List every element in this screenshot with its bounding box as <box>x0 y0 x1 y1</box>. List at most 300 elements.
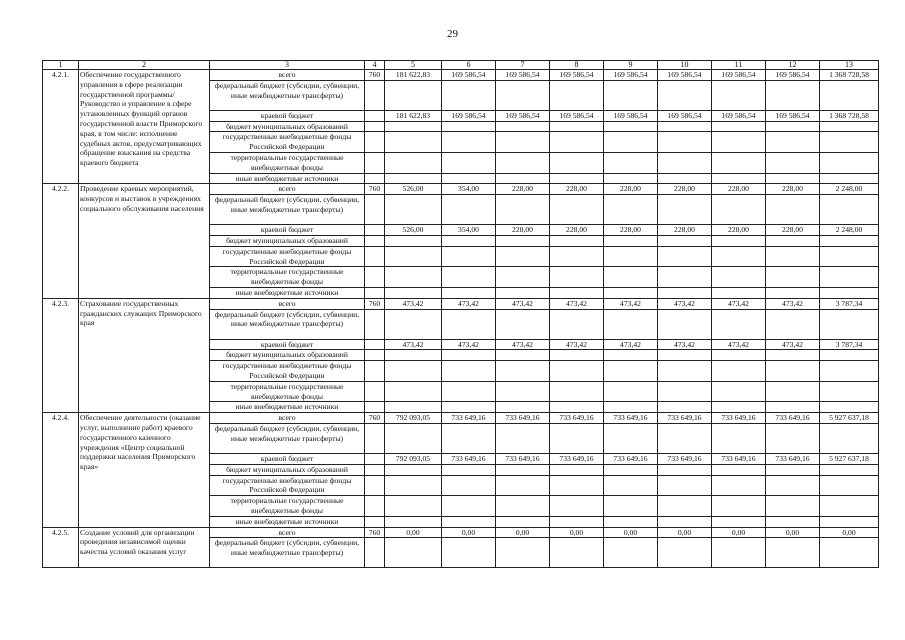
amount-cell: 473,42 <box>496 298 550 309</box>
amount-cell <box>385 350 442 361</box>
amount-cell: 0,00 <box>385 527 442 538</box>
item-name: Создание условий для организации проведения независимой оценки качества условий оказания услуг <box>79 527 210 568</box>
amount-cell <box>385 361 442 382</box>
amount-cell: 2 248,00 <box>820 184 879 195</box>
amount-cell <box>658 464 712 475</box>
amount-cell <box>496 475 550 496</box>
amount-cell <box>658 267 712 288</box>
amount-cell <box>442 246 496 267</box>
gr-code <box>365 464 385 475</box>
amount-cell: 733 649,16 <box>766 453 820 464</box>
amount-cell <box>712 235 766 246</box>
funding-source: всего <box>210 298 365 309</box>
item-code: 4.2.1. <box>43 70 79 184</box>
gr-code <box>365 309 385 339</box>
amount-cell: 733 649,16 <box>442 413 496 424</box>
amount-cell <box>658 309 712 339</box>
gr-code <box>365 516 385 527</box>
amount-cell <box>442 267 496 288</box>
amount-cell <box>820 173 879 184</box>
amount-cell: 169 586,54 <box>658 110 712 121</box>
amount-cell <box>658 423 712 453</box>
amount-cell <box>550 350 604 361</box>
amount-cell <box>712 80 766 110</box>
amount-cell: 473,42 <box>385 339 442 350</box>
amount-cell <box>550 287 604 298</box>
amount-cell <box>604 121 658 132</box>
amount-cell <box>604 132 658 153</box>
amount-cell <box>385 195 442 225</box>
amount-cell <box>820 464 879 475</box>
amount-cell <box>550 80 604 110</box>
amount-cell <box>766 246 820 267</box>
amount-cell <box>712 132 766 153</box>
amount-cell <box>604 516 658 527</box>
amount-cell: 733 649,16 <box>496 413 550 424</box>
funding-source: территориальные государственные внебюджетные фонды <box>210 496 365 517</box>
amount-cell <box>496 80 550 110</box>
amount-cell <box>658 246 712 267</box>
amount-cell: 169 586,54 <box>604 70 658 81</box>
amount-cell <box>550 267 604 288</box>
amount-cell <box>442 121 496 132</box>
amount-cell <box>496 496 550 517</box>
funding-source: бюджет муниципальных образований <box>210 235 365 246</box>
amount-cell: 0,00 <box>658 527 712 538</box>
table-row <box>43 298 879 309</box>
amount-cell <box>385 402 442 413</box>
amount-cell: 181 622,83 <box>385 70 442 81</box>
amount-cell <box>442 80 496 110</box>
amount-cell: 169 586,54 <box>712 110 766 121</box>
amount-cell: 473,42 <box>550 298 604 309</box>
gr-code <box>365 173 385 184</box>
amount-cell: 733 649,16 <box>604 453 658 464</box>
amount-cell: 169 586,54 <box>442 110 496 121</box>
funding-source: иные внебюджетные источники <box>210 173 365 184</box>
amount-cell <box>712 423 766 453</box>
amount-cell <box>385 246 442 267</box>
amount-cell <box>766 361 820 382</box>
amount-cell <box>766 235 820 246</box>
amount-cell <box>712 496 766 517</box>
gr-code <box>365 80 385 110</box>
funding-source: государственные внебюджетные фонды Российской Федерации <box>210 475 365 496</box>
amount-cell <box>385 287 442 298</box>
amount-cell <box>550 361 604 382</box>
gr-code <box>365 423 385 453</box>
funding-source: иные внебюджетные источники <box>210 287 365 298</box>
amount-cell <box>385 475 442 496</box>
amount-cell <box>385 173 442 184</box>
amount-cell <box>442 350 496 361</box>
funding-source: всего <box>210 527 365 538</box>
amount-cell <box>385 152 442 173</box>
amount-cell: 733 649,16 <box>550 413 604 424</box>
amount-cell: 733 649,16 <box>658 453 712 464</box>
amount-cell <box>550 132 604 153</box>
amount-cell <box>385 516 442 527</box>
amount-cell: 169 586,54 <box>766 70 820 81</box>
amount-cell <box>658 475 712 496</box>
amount-cell <box>385 121 442 132</box>
gr-code <box>365 475 385 496</box>
amount-cell <box>766 423 820 453</box>
amount-cell <box>766 538 820 568</box>
amount-cell: 473,42 <box>712 339 766 350</box>
amount-cell <box>712 402 766 413</box>
amount-cell <box>820 132 879 153</box>
amount-cell: 733 649,16 <box>658 413 712 424</box>
amount-cell <box>820 516 879 527</box>
amount-cell <box>712 195 766 225</box>
amount-cell <box>820 381 879 402</box>
amount-cell <box>550 121 604 132</box>
funding-source: краевой бюджет <box>210 339 365 350</box>
amount-cell <box>496 464 550 475</box>
amount-cell <box>820 80 879 110</box>
amount-cell <box>496 402 550 413</box>
funding-source: федеральный бюджет (субсидии, субвенции, иные межбюджетные трансферты) <box>210 538 365 568</box>
amount-cell <box>658 516 712 527</box>
funding-source: территориальные государственные внебюджетные фонды <box>210 267 365 288</box>
amount-cell <box>712 516 766 527</box>
amount-cell: 181 622,83 <box>385 110 442 121</box>
amount-cell: 354,00 <box>442 225 496 236</box>
amount-cell <box>604 538 658 568</box>
amount-cell: 0,00 <box>766 527 820 538</box>
amount-cell: 169 586,54 <box>496 110 550 121</box>
item-name: Обеспечение деятельности (оказание услуг, выполнение работ) краевого государственного казенного учреждения «Центр социальной поддержки населения Приморского края» <box>79 413 210 527</box>
amount-cell <box>496 246 550 267</box>
amount-cell <box>712 152 766 173</box>
amount-cell <box>550 381 604 402</box>
amount-cell <box>712 173 766 184</box>
amount-cell: 228,00 <box>766 225 820 236</box>
funding-source: всего <box>210 184 365 195</box>
amount-cell: 169 586,54 <box>550 110 604 121</box>
amount-cell <box>442 195 496 225</box>
amount-cell: 228,00 <box>550 225 604 236</box>
amount-cell: 2 248,00 <box>820 225 879 236</box>
amount-cell <box>385 235 442 246</box>
gr-code: 760 <box>365 527 385 538</box>
amount-cell: 0,00 <box>604 527 658 538</box>
amount-cell: 733 649,16 <box>604 413 658 424</box>
amount-cell <box>442 287 496 298</box>
amount-cell: 0,00 <box>550 527 604 538</box>
amount-cell <box>658 538 712 568</box>
amount-cell <box>496 538 550 568</box>
column-number: 6 <box>442 61 496 70</box>
amount-cell: 169 586,54 <box>550 70 604 81</box>
amount-cell <box>442 132 496 153</box>
amount-cell: 473,42 <box>442 339 496 350</box>
gr-code <box>365 195 385 225</box>
amount-cell <box>385 464 442 475</box>
amount-cell: 526,00 <box>385 184 442 195</box>
amount-cell <box>766 516 820 527</box>
amount-cell <box>496 195 550 225</box>
amount-cell <box>820 361 879 382</box>
amount-cell <box>604 309 658 339</box>
amount-cell <box>766 267 820 288</box>
amount-cell <box>550 246 604 267</box>
amount-cell <box>550 496 604 517</box>
amount-cell <box>766 195 820 225</box>
funding-source: государственные внебюджетные фонды Российской Федерации <box>210 246 365 267</box>
amount-cell: 473,42 <box>766 298 820 309</box>
amount-cell <box>604 464 658 475</box>
item-name: Обеспечение государственного управления в сфере реализации государственной программы/ Руководство и управление в сфере установленных функций органов государственной власти Приморского края, в том числе: исполнение судебных актов, предусматривающих обращение взыскания на средства краевого бюджета <box>79 70 210 184</box>
item-code: 4.2.3. <box>43 298 79 412</box>
amount-cell <box>550 152 604 173</box>
column-number: 3 <box>210 61 365 70</box>
amount-cell <box>658 402 712 413</box>
amount-cell <box>766 173 820 184</box>
amount-cell: 473,42 <box>658 298 712 309</box>
amount-cell <box>820 475 879 496</box>
amount-cell <box>385 132 442 153</box>
column-number: 11 <box>712 61 766 70</box>
table-row <box>43 413 879 424</box>
gr-code <box>365 225 385 236</box>
amount-cell <box>442 516 496 527</box>
amount-cell: 473,42 <box>712 298 766 309</box>
funding-source: федеральный бюджет (субсидии, субвенции, иные межбюджетные трансферты) <box>210 309 365 339</box>
amount-cell <box>496 173 550 184</box>
amount-cell <box>820 402 879 413</box>
amount-cell <box>658 381 712 402</box>
amount-cell: 733 649,16 <box>496 453 550 464</box>
amount-cell <box>820 246 879 267</box>
amount-cell <box>442 402 496 413</box>
amount-cell <box>385 80 442 110</box>
amount-cell: 228,00 <box>712 225 766 236</box>
amount-cell <box>442 464 496 475</box>
amount-cell <box>658 195 712 225</box>
gr-code: 760 <box>365 70 385 81</box>
amount-cell <box>712 361 766 382</box>
amount-cell <box>496 287 550 298</box>
amount-cell <box>442 496 496 517</box>
amount-cell: 733 649,16 <box>442 453 496 464</box>
column-number: 10 <box>658 61 712 70</box>
column-number: 4 <box>365 61 385 70</box>
amount-cell <box>550 538 604 568</box>
gr-code <box>365 361 385 382</box>
amount-cell: 169 586,54 <box>766 110 820 121</box>
table-row <box>43 70 879 81</box>
amount-cell <box>820 235 879 246</box>
funding-source: всего <box>210 413 365 424</box>
amount-cell: 169 586,54 <box>604 110 658 121</box>
item-name: Проведение краевых мероприятий, конкурсов и выставок в учреждениях социального обслуживания населения <box>79 184 210 298</box>
funding-source: государственные внебюджетные фонды Российской Федерации <box>210 132 365 153</box>
amount-cell <box>385 538 442 568</box>
amount-cell <box>550 309 604 339</box>
column-number: 12 <box>766 61 820 70</box>
funding-source: иные внебюджетные источники <box>210 402 365 413</box>
amount-cell <box>712 121 766 132</box>
amount-cell: 5 927 637,18 <box>820 453 879 464</box>
amount-cell: 733 649,16 <box>550 453 604 464</box>
amount-cell <box>496 361 550 382</box>
amount-cell <box>820 121 879 132</box>
column-number: 8 <box>550 61 604 70</box>
amount-cell <box>604 173 658 184</box>
amount-cell: 473,42 <box>604 298 658 309</box>
amount-cell <box>712 287 766 298</box>
funding-source: бюджет муниципальных образований <box>210 464 365 475</box>
funding-source: федеральный бюджет (субсидии, субвенции, иные межбюджетные трансферты) <box>210 195 365 225</box>
amount-cell: 733 649,16 <box>766 413 820 424</box>
item-name: Страхование государственных гражданских служащих Приморского края <box>79 298 210 412</box>
amount-cell: 228,00 <box>496 225 550 236</box>
gr-code <box>365 246 385 267</box>
amount-cell: 792 093,05 <box>385 413 442 424</box>
amount-cell <box>712 350 766 361</box>
gr-code <box>365 121 385 132</box>
gr-code <box>365 152 385 173</box>
amount-cell <box>604 381 658 402</box>
amount-cell: 473,42 <box>604 339 658 350</box>
amount-cell <box>604 152 658 173</box>
amount-cell <box>658 80 712 110</box>
gr-code <box>365 381 385 402</box>
gr-code: 760 <box>365 413 385 424</box>
amount-cell <box>604 287 658 298</box>
amount-cell <box>496 309 550 339</box>
amount-cell: 0,00 <box>820 527 879 538</box>
amount-cell <box>766 287 820 298</box>
funding-source: краевой бюджет <box>210 225 365 236</box>
amount-cell <box>604 350 658 361</box>
amount-cell <box>766 121 820 132</box>
table-row <box>43 184 879 195</box>
amount-cell <box>766 402 820 413</box>
amount-cell <box>496 381 550 402</box>
funding-source: иные внебюджетные источники <box>210 516 365 527</box>
amount-cell <box>604 402 658 413</box>
gr-code <box>365 287 385 298</box>
amount-cell <box>442 235 496 246</box>
amount-cell: 733 649,16 <box>712 413 766 424</box>
gr-code <box>365 267 385 288</box>
amount-cell <box>442 538 496 568</box>
funding-source: федеральный бюджет (субсидии, субвенции, иные межбюджетные трансферты) <box>210 80 365 110</box>
amount-cell: 228,00 <box>766 184 820 195</box>
amount-cell: 169 586,54 <box>712 70 766 81</box>
amount-cell <box>550 195 604 225</box>
gr-code <box>365 453 385 464</box>
amount-cell <box>442 173 496 184</box>
amount-cell <box>496 423 550 453</box>
amount-cell: 526,00 <box>385 225 442 236</box>
column-number: 2 <box>79 61 210 70</box>
amount-cell <box>820 309 879 339</box>
amount-cell <box>766 309 820 339</box>
amount-cell: 0,00 <box>442 527 496 538</box>
gr-code <box>365 496 385 517</box>
column-number-row <box>43 61 879 70</box>
item-code: 4.2.4. <box>43 413 79 527</box>
amount-cell <box>496 121 550 132</box>
amount-cell <box>550 402 604 413</box>
amount-cell <box>442 309 496 339</box>
amount-cell: 169 586,54 <box>442 70 496 81</box>
amount-cell <box>658 173 712 184</box>
amount-cell <box>820 267 879 288</box>
funding-source: краевой бюджет <box>210 110 365 121</box>
amount-cell <box>766 464 820 475</box>
amount-cell <box>604 235 658 246</box>
amount-cell <box>604 195 658 225</box>
funding-source: федеральный бюджет (субсидии, субвенции, иные межбюджетные трансферты) <box>210 423 365 453</box>
column-number: 7 <box>496 61 550 70</box>
amount-cell <box>442 423 496 453</box>
amount-cell <box>820 538 879 568</box>
amount-cell <box>658 132 712 153</box>
amount-cell <box>496 235 550 246</box>
amount-cell <box>385 496 442 517</box>
column-number: 9 <box>604 61 658 70</box>
amount-cell <box>712 267 766 288</box>
amount-cell <box>658 235 712 246</box>
amount-cell <box>658 496 712 517</box>
column-number: 13 <box>820 61 879 70</box>
amount-cell <box>658 361 712 382</box>
amount-cell <box>550 235 604 246</box>
amount-cell <box>385 309 442 339</box>
amount-cell <box>712 309 766 339</box>
amount-cell <box>604 267 658 288</box>
column-number: 5 <box>385 61 442 70</box>
funding-source: бюджет муниципальных образований <box>210 350 365 361</box>
amount-cell: 473,42 <box>658 339 712 350</box>
amount-cell <box>496 267 550 288</box>
amount-cell: 473,42 <box>550 339 604 350</box>
amount-cell <box>604 496 658 517</box>
amount-cell <box>604 361 658 382</box>
amount-cell <box>442 381 496 402</box>
amount-cell: 228,00 <box>550 184 604 195</box>
amount-cell: 473,42 <box>385 298 442 309</box>
funding-source: бюджет муниципальных образований <box>210 121 365 132</box>
amount-cell: 473,42 <box>442 298 496 309</box>
amount-cell <box>712 246 766 267</box>
amount-cell <box>766 152 820 173</box>
amount-cell: 0,00 <box>712 527 766 538</box>
funding-source: краевой бюджет <box>210 453 365 464</box>
amount-cell <box>766 132 820 153</box>
amount-cell <box>496 516 550 527</box>
amount-cell: 473,42 <box>766 339 820 350</box>
amount-cell <box>550 516 604 527</box>
funding-source: территориальные государственные внебюджетные фонды <box>210 152 365 173</box>
amount-cell <box>820 287 879 298</box>
amount-cell <box>496 152 550 173</box>
amount-cell <box>550 464 604 475</box>
amount-cell <box>550 173 604 184</box>
amount-cell: 0,00 <box>496 527 550 538</box>
amount-cell <box>712 464 766 475</box>
amount-cell <box>820 195 879 225</box>
amount-cell <box>442 152 496 173</box>
amount-cell: 169 586,54 <box>496 70 550 81</box>
funding-source: всего <box>210 70 365 81</box>
amount-cell: 3 787,34 <box>820 339 879 350</box>
